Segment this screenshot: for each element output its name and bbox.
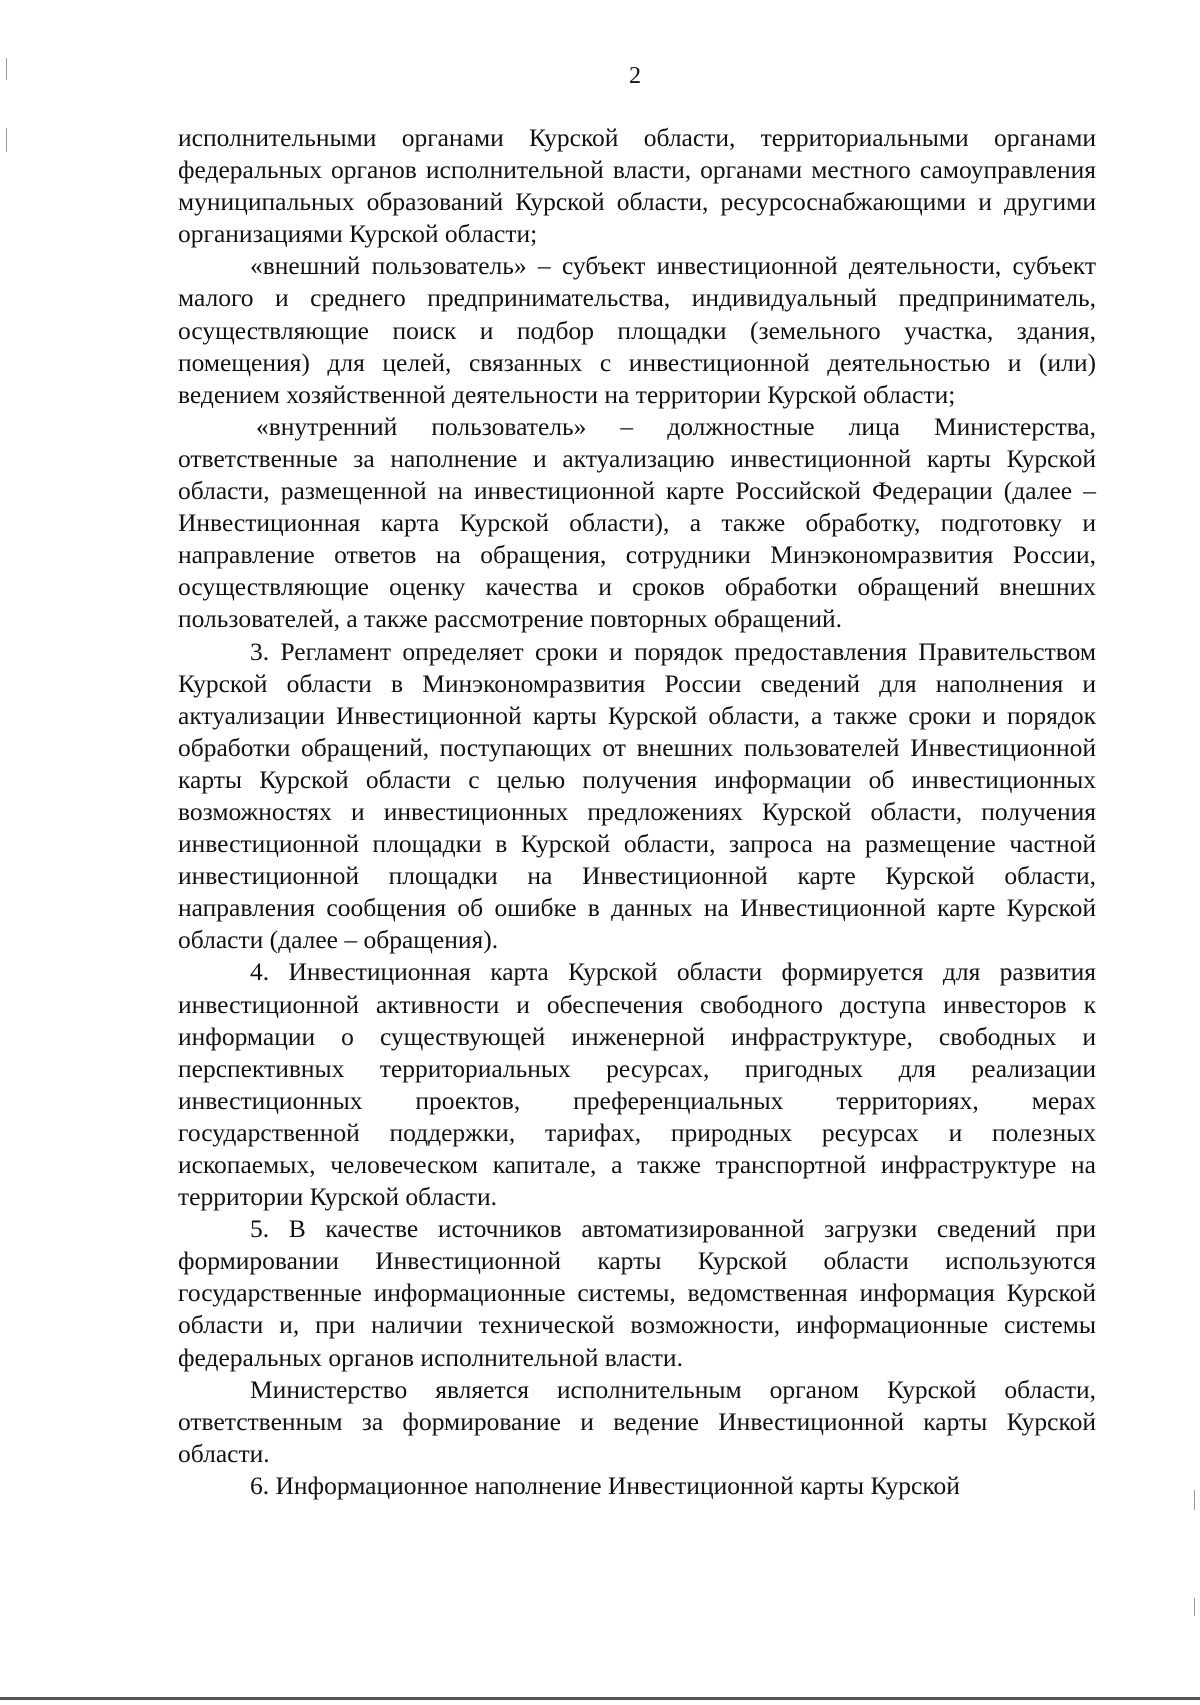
- paragraph-item-5: 5. В качестве источников автоматизированной загрузки сведений при формировании Инвестиционной карты Курской области используются государственные информационные системы, ведомственная информация Курской области и, при наличии технической возможности, информационные системы федеральных органов исполнительной власти.: [178, 1214, 1096, 1372]
- paragraph-external-user: «внешний пользователь» – субъект инвестиционной деятельности, субъект малого и среднего предпринимательства, индивидуальный предприниматель, осуществляющие поиск и подбор площадки (земельного участка, здания, помещения) для целей, связанных с инвестиционной деятельностью и (или) ведением хозяйственной деятельности на территории Курской области;: [178, 251, 1096, 409]
- paragraph-continuation: исполнительными органами Курской области, территориальными органами федеральных органов исполнительной власти, органами местного самоуправления муниципальных образований Курской области, ресурсоснабжающими и другими организациями Курской области;: [178, 123, 1096, 249]
- scan-artifact-left-upper: [6, 128, 7, 152]
- paragraph-internal-user: «внутренний пользователь» – должностные лица Министерства, ответственные за наполнение и актуализацию инвестиционной карты Курской области, размещенной на инвестиционной карте Российской Федерации (далее – Инвестиционная карта Курской области), а также обработку, подготовку и направление ответов на обращения, сотрудники Минэкономразвития России, осуществляющие оценку качества и сроков обработки обращений внешних пользователей, а также рассмотрение повторных обращений.: [178, 411, 1096, 634]
- paragraph-item-4: 4. Инвестиционная карта Курской области формируется для развития инвестиционной активности и обеспечения свободного доступа инвесторов к информации о существующей инженерной инфраструктуре, свободных и перспективных территориальных ресурсах, пригодных для реализации инвестиционных проектов, преференциальных территориях, мерах государственной поддержки, тарифах, природных ресурсах и полезных ископаемых, человеческом капитале, а также транспортной инфраструктуре на территории Курской области.: [178, 957, 1096, 1212]
- scan-artifact-right-bottom: [1194, 1598, 1195, 1616]
- paragraph-item-6: 6. Информационное наполнение Инвестиционной карты Курской: [250, 1470, 960, 1500]
- scan-artifact-right-lower: [1194, 1490, 1195, 1510]
- document-body: [178, 122, 1096, 1502]
- page-number: 2: [629, 63, 641, 89]
- paragraph-item-3: 3. Регламент определяет сроки и порядок предоставления Правительством Курской области в Минэкономразвития России сведений для наполнения и актуализации Инвестиционной карты Курской области, а также сроки и порядок обработки обращений, поступающих от внешних пользователей Инвестиционной карты Курской области с целью получения информации об инвестиционных возможностях и инвестиционных предложениях Курской области, получения инвестиционной площадки в Курской области, запроса на размещение частной инвестиционной площадки на Инвестиционной карте Курской области, направления сообщения об ошибке в данных на Инвестиционной карте Курской области (далее – обращения).: [178, 636, 1096, 955]
- paragraph-ministry: Министерство является исполнительным органом Курской области, ответственным за формирование и ведение Инвестиционной карты Курской области.: [178, 1374, 1096, 1468]
- scan-bottom-edge: [0, 1697, 1200, 1700]
